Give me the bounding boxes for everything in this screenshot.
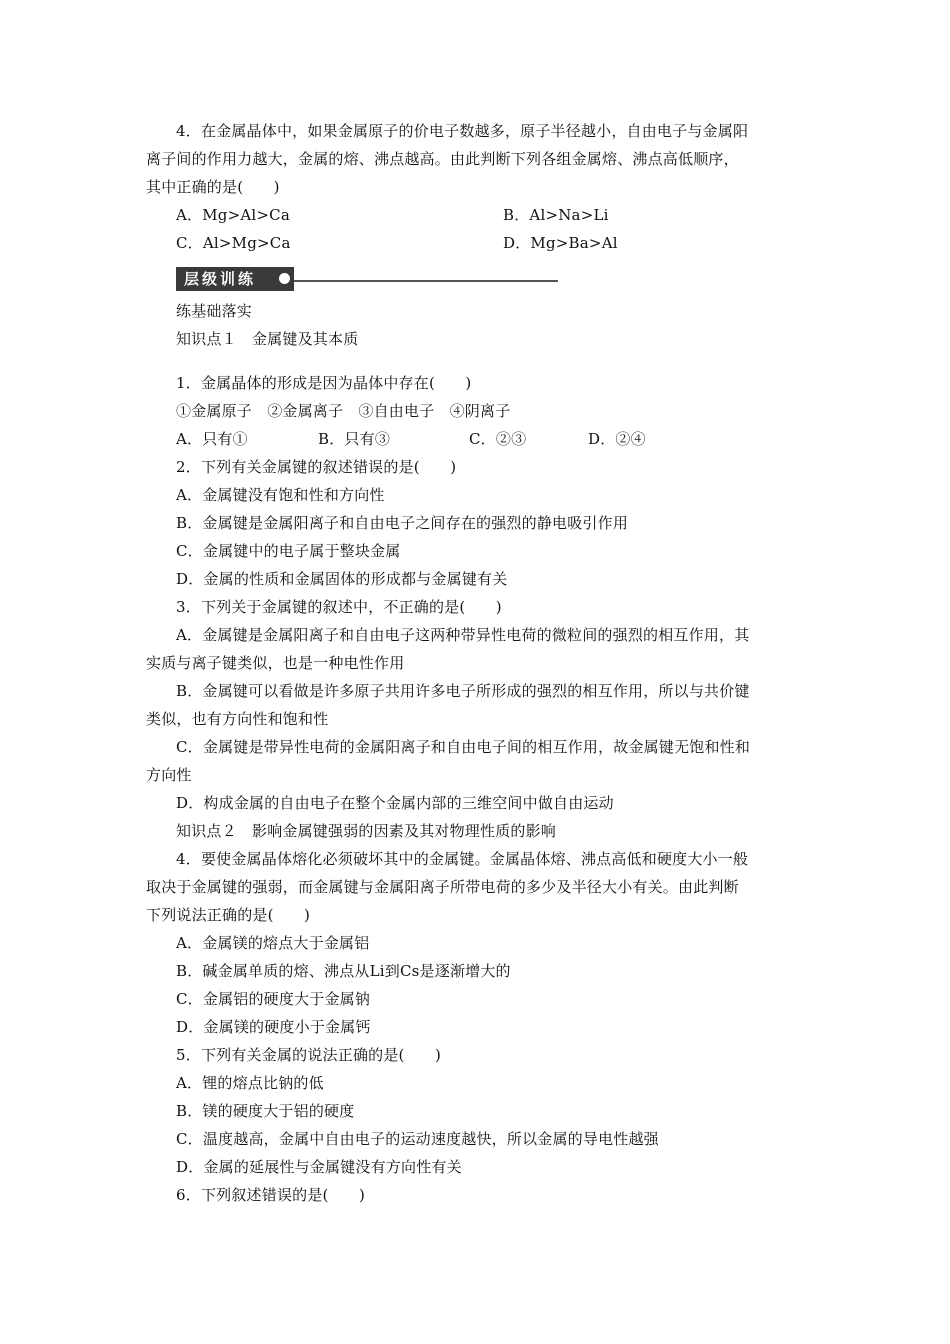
option-c: C．金属键是带异性电荷的金属阳离子和自由电子间的相互作用，故金属键无饱和性和 bbox=[176, 738, 751, 756]
knowledge-point-heading: 知识点２ 影响金属键强弱的因素及其对物理性质的影响 bbox=[176, 822, 557, 840]
option-b-cont: 类似，也有方向性和饱和性 bbox=[146, 710, 329, 728]
option-d: D．构成金属的自由电子在整个金属内部的三维空间中做自由运动 bbox=[176, 794, 614, 812]
option-d: D．金属的性质和金属固体的形成都与金属键有关 bbox=[176, 570, 508, 588]
option-a-cont: 实质与离子键类似，也是一种电性作用 bbox=[146, 654, 405, 672]
option-a: A．Mg>Al>Ca bbox=[176, 206, 290, 224]
option-c: C．金属键中的电子属于整块金属 bbox=[176, 542, 401, 560]
option-b: B．金属键是金属阳离子和自由电子之间存在的强烈的静电吸引作用 bbox=[176, 514, 629, 532]
question-stem: 2．下列有关金属键的叙述错误的是( ) bbox=[176, 458, 457, 476]
question-stem: 下列说法正确的是( ) bbox=[146, 906, 311, 924]
option-c: C．金属铝的硬度大于金属钠 bbox=[176, 990, 371, 1008]
option-a: A．金属键没有饱和性和方向性 bbox=[176, 486, 385, 504]
option-a: A．金属镁的熔点大于金属铝 bbox=[176, 934, 370, 952]
option-b: B．金属键可以看做是许多原子共用许多电子所形成的强烈的相互作用，所以与共价键 bbox=[176, 682, 750, 700]
section-banner bbox=[176, 267, 558, 291]
question-stem: 其中正确的是( ) bbox=[146, 178, 280, 196]
question-stem: 离子间的作用力越大，金属的熔、沸点越高。由此判断下列各组金属熔、沸点高低顺序， bbox=[146, 150, 739, 168]
option-b: B．只有③ bbox=[318, 430, 391, 448]
bullet-dot-icon bbox=[279, 273, 290, 284]
knowledge-point-heading: 知识点１ 金属键及其本质 bbox=[176, 330, 359, 348]
question-stem: 1．金属晶体的形成是因为晶体中存在( ) bbox=[176, 374, 472, 392]
option-d: D．Mg>Ba>Al bbox=[503, 234, 618, 252]
question-stem: 3．下列关于金属键的叙述中，不正确的是( ) bbox=[176, 598, 502, 616]
divider bbox=[294, 280, 558, 282]
option-a: A．金属键是金属阳离子和自由电子这两种带异性电荷的微粒间的强烈的相互作用，其 bbox=[176, 626, 750, 644]
section-banner-label: 层级训练 bbox=[176, 267, 294, 291]
option-b: B．碱金属单质的熔、沸点从Li到Cs是逐渐增大的 bbox=[176, 962, 511, 980]
question-stem: 4．要使金属晶体熔化必须破坏其中的金属键。金属晶体熔、沸点高低和硬度大小一般 bbox=[176, 850, 749, 868]
option-a: A．只有① bbox=[176, 430, 248, 448]
subheading: 练基础落实 bbox=[176, 302, 253, 320]
question-stem: 取决于金属键的强弱，而金属键与金属阳离子所带电荷的多少及半径大小有关。由此判断 bbox=[146, 878, 739, 896]
option-d: D．金属的延展性与金属键没有方向性有关 bbox=[176, 1158, 462, 1176]
option-c: C．②③ bbox=[469, 430, 527, 448]
question-stem: 6．下列叙述错误的是( ) bbox=[176, 1186, 366, 1204]
option-b: B．Al>Na>Li bbox=[503, 206, 609, 224]
question-stem: 5．下列有关金属的说法正确的是( ) bbox=[176, 1046, 442, 1064]
option-c: C．Al>Mg>Ca bbox=[176, 234, 291, 252]
option-d: D．金属镁的硬度小于金属钙 bbox=[176, 1018, 371, 1036]
option-a: A．锂的熔点比钠的低 bbox=[176, 1074, 324, 1092]
option-d: D．②④ bbox=[588, 430, 646, 448]
question-stem: 4．在金属晶体中，如果金属原子的价电子数越多，原子半径越小，自由电子与金属阳 bbox=[176, 122, 749, 140]
option-c-cont: 方向性 bbox=[146, 766, 192, 784]
question-items: ①金属原子 ②金属离子 ③自由电子 ④阴离子 bbox=[176, 402, 511, 420]
option-b: B．镁的硬度大于铝的硬度 bbox=[176, 1102, 355, 1120]
option-c: C．温度越高，金属中自由电子的运动速度越快，所以金属的导电性越强 bbox=[176, 1130, 659, 1148]
